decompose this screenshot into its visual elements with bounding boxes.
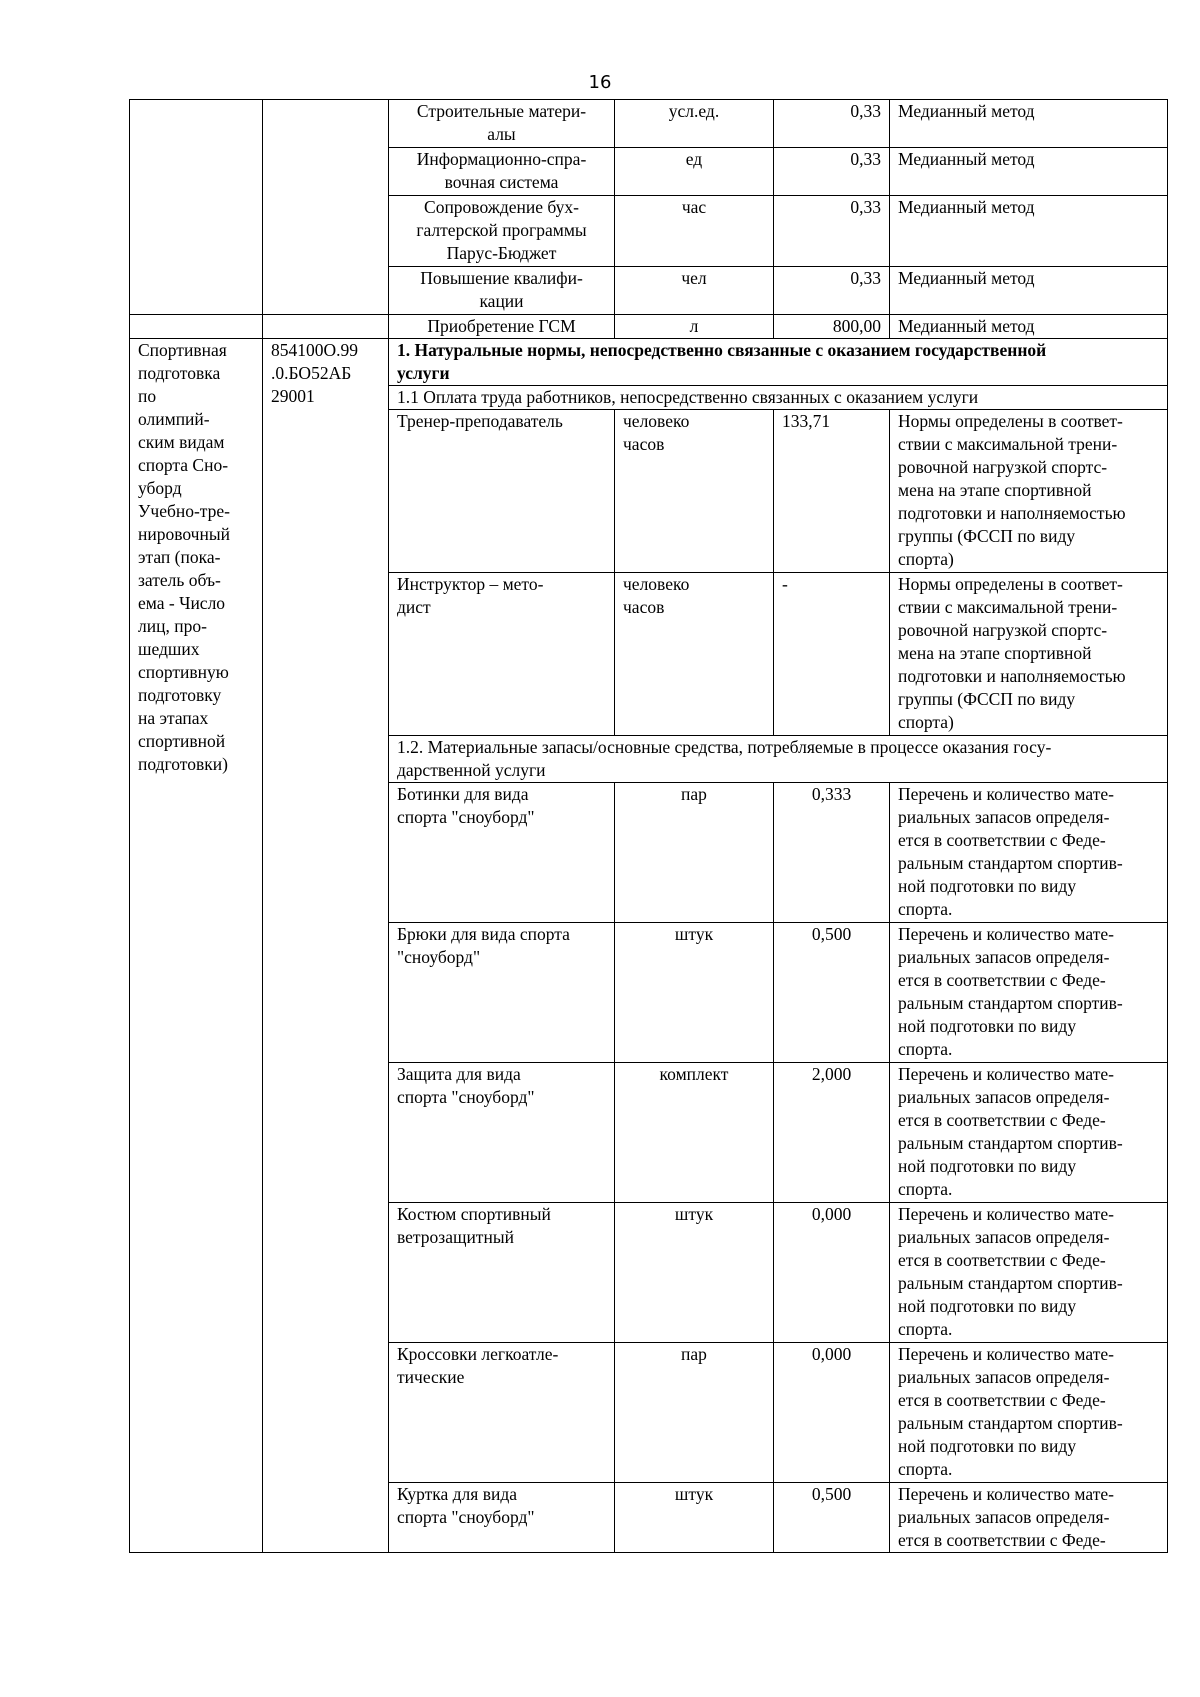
labor-unit: человеко часов [615, 410, 774, 573]
material-value: 0,000 [774, 1343, 890, 1483]
material-value: 0,000 [774, 1203, 890, 1343]
material-name: Защита для вида спорта "сноуборд" [389, 1063, 615, 1203]
code-cell-empty [263, 315, 389, 339]
norm-method: Медианный метод [890, 196, 1168, 267]
section-title: 1.2. Материальные запасы/основные средства, потребляемые в процессе оказания госу- дарственной услуги [389, 736, 1168, 783]
labor-value: 133,71 [774, 410, 890, 573]
norm-name: Приобретение ГСМ [389, 315, 615, 339]
service-cell-empty [130, 100, 263, 315]
norm-unit: час [615, 196, 774, 267]
material-note: Перечень и количество мате- риальных запасов определя- ется в соответствии с Феде- ральным стандартом спортив- ной подготовки по виду спорта. [890, 783, 1168, 923]
table-row [130, 339, 1168, 386]
labor-note: Нормы определены в соответ- ствии с максимальной трени- ровочной нагрузкой спортс- мена на этапе спортивной подготовки и наполняемостью группы (ФССП по виду спорта) [890, 410, 1168, 573]
material-note: Перечень и количество мате- риальных запасов определя- ется в соответствии с Феде- ральным стандартом спортив- ной подготовки по виду спорта. [890, 923, 1168, 1063]
norm-name: Сопровождение бух- галтерской программы Парус-Бюджет [389, 196, 615, 267]
norm-value: 0,33 [774, 100, 890, 148]
material-name: Кроссовки легкоатле- тические [389, 1343, 615, 1483]
norm-value: 0,33 [774, 148, 890, 196]
material-value: 0,500 [774, 923, 890, 1063]
table-row [130, 100, 1168, 148]
material-unit: штук [615, 1483, 774, 1553]
table-row [130, 315, 1168, 339]
material-note: Перечень и количество мате- риальных запасов определя- ется в соответствии с Феде- [890, 1483, 1168, 1553]
code-cell-empty [263, 100, 389, 315]
norm-method: Медианный метод [890, 148, 1168, 196]
section-title: 1.1 Оплата труда работников, непосредственно связанных с оказанием услуги [389, 386, 1168, 410]
material-unit: штук [615, 1203, 774, 1343]
norm-method: Медианный метод [890, 100, 1168, 148]
norm-name: Строительные матери- алы [389, 100, 615, 148]
material-value: 2,000 [774, 1063, 890, 1203]
material-unit: пар [615, 783, 774, 923]
norm-unit: л [615, 315, 774, 339]
labor-unit: человеко часов [615, 573, 774, 736]
norm-name: Информационно-спра- вочная система [389, 148, 615, 196]
material-name: Брюки для вида спорта "сноуборд" [389, 923, 615, 1063]
material-value: 0,500 [774, 1483, 890, 1553]
material-name: Ботинки для вида спорта "сноуборд" [389, 783, 615, 923]
material-value: 0,333 [774, 783, 890, 923]
material-note: Перечень и количество мате- риальных запасов определя- ется в соответствии с Феде- ральным стандартом спортив- ной подготовки по виду спорта. [890, 1063, 1168, 1203]
norm-unit: ед [615, 148, 774, 196]
section-title: 1. Натуральные нормы, непосредственно связанные с оказанием государственной услуги [389, 339, 1168, 386]
labor-name: Инструктор – мето- дист [389, 573, 615, 736]
norm-name: Повышение квалифи- кации [389, 267, 615, 315]
norms-table [129, 99, 1168, 1553]
material-unit: комплект [615, 1063, 774, 1203]
material-name: Костюм спортивный ветрозащитный [389, 1203, 615, 1343]
material-note: Перечень и количество мате- риальных запасов определя- ется в соответствии с Феде- ральным стандартом спортив- ной подготовки по виду спорта. [890, 1343, 1168, 1483]
labor-name: Тренер-преподаватель [389, 410, 615, 573]
norm-value: 800,00 [774, 315, 890, 339]
service-name: Спортивная подготовка по олимпий- ским видам спорта Сно- уборд Учебно-тре- нировочный этап (пока- затель объ- ема - Число лиц, про- шедших спортивную подготовку на этапах спортивной подготовки) [130, 339, 263, 1553]
material-unit: штук [615, 923, 774, 1063]
service-code: 854100О.99 .0.БО52АБ 29001 [263, 339, 389, 1553]
labor-note: Нормы определены в соответ- ствии с максимальной трени- ровочной нагрузкой спортс- мена на этапе спортивной подготовки и наполняемостью группы (ФССП по виду спорта) [890, 573, 1168, 736]
norm-unit: усл.ед. [615, 100, 774, 148]
material-name: Куртка для вида спорта "сноуборд" [389, 1483, 615, 1553]
labor-value: - [774, 573, 890, 736]
page-number: 16 [588, 72, 612, 93]
norm-method: Медианный метод [890, 315, 1168, 339]
material-note: Перечень и количество мате- риальных запасов определя- ется в соответствии с Феде- ральным стандартом спортив- ной подготовки по виду спорта. [890, 1203, 1168, 1343]
material-unit: пар [615, 1343, 774, 1483]
norm-unit: чел [615, 267, 774, 315]
norm-method: Медианный метод [890, 267, 1168, 315]
service-cell-empty [130, 315, 263, 339]
norm-value: 0,33 [774, 267, 890, 315]
norm-value: 0,33 [774, 196, 890, 267]
